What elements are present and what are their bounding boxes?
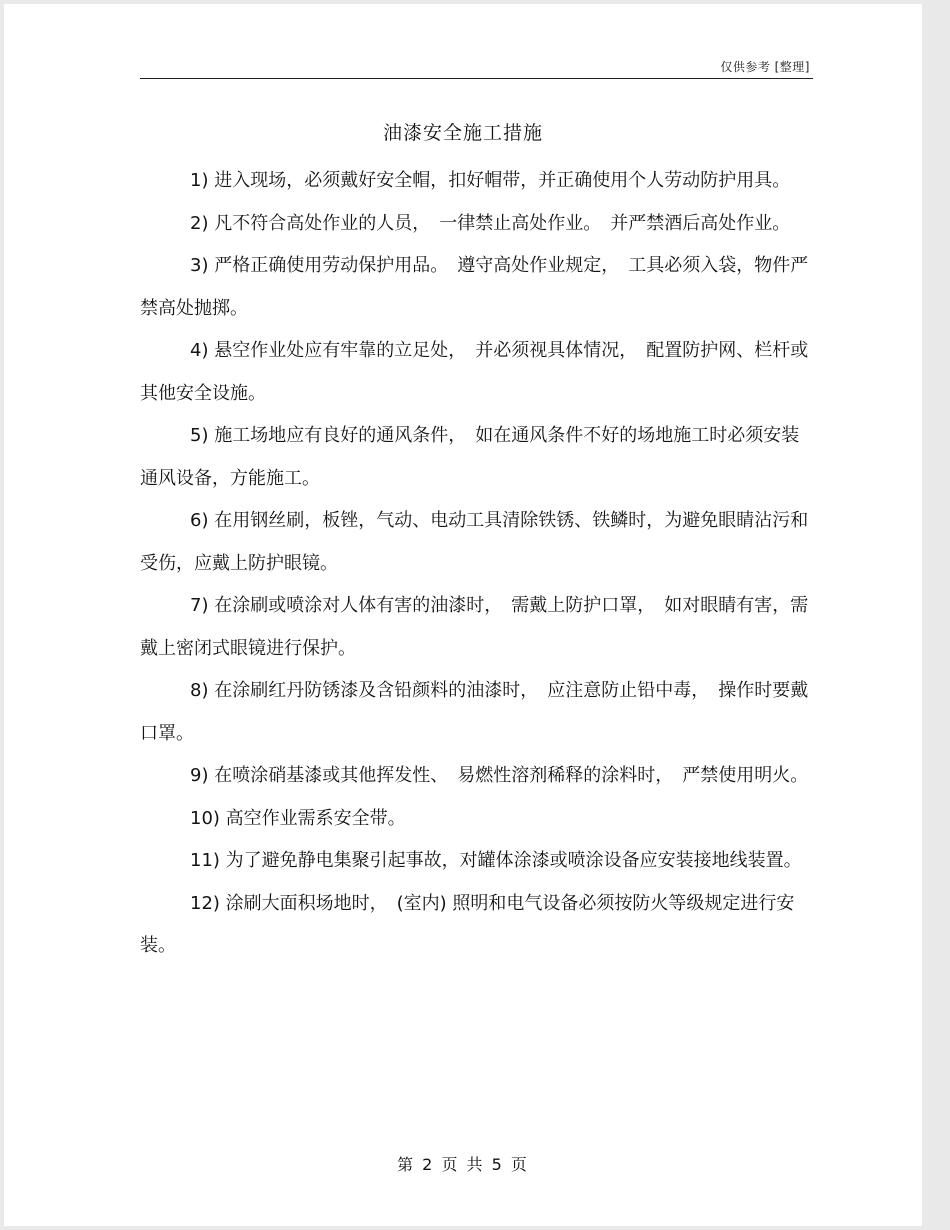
paragraph-2: 2) 凡不符合高处作业的人员， 一律禁止高处作业。 并严禁酒后高处作业。 [190, 212, 791, 234]
paragraph-1: 1) 进入现场，必须戴好安全帽，扣好帽带，并正确使用个人劳动防护用具。 [190, 170, 791, 191]
paragraph-8: 8) 在涂刷红丹防锈漆及含铅颜料的油漆时， 应注意防止铅中毒， 操作时要戴口罩。 [140, 680, 809, 744]
header-divider [140, 78, 813, 79]
paragraph-5: 5) 施工场地应有良好的通风条件， 如在通风条件不好的场地施工时必须安装通风设备，方能施工。 [140, 425, 800, 489]
paragraph-10: 10) 高空作业需系安全带。 [190, 807, 406, 829]
page-number: 第 2 页 共 5 页 [397, 1155, 529, 1174]
paragraph-4: 4) 悬空作业处应有牢靠的立足处， 并必须视具体情况， 配置防护网、栏杆或其他安全设施。 [140, 340, 809, 404]
paragraph-12: 12) 涂刷大面积场地时， (室内) 照明和电气设备必须按防火等级规定进行安装。 [140, 892, 795, 956]
paragraph-7: 7) 在涂刷或喷涂对人体有害的油漆时， 需戴上防护口罩， 如对眼睛有害，需戴上密闭式眼镜进行保护。 [140, 595, 809, 659]
paragraph-11: 11) 为了避免静电集聚引起事故，对罐体涂漆或喷涂设备应安装接地线装置。 [190, 850, 802, 871]
paragraph-9: 9) 在喷涂硝基漆或其他挥发性、 易燃性溶剂稀释的涂料时， 严禁使用明火。 [190, 765, 809, 786]
header-note: 仅供参考 [整理] [720, 60, 810, 74]
document-title: 油漆安全施工措施 [382, 122, 543, 144]
paragraph-3: 3) 严格正确使用劳动保护用品。 遵守高处作业规定， 工具必须入袋，物件严禁高处抛掷。 [140, 255, 809, 319]
document-page [4, 4, 922, 1226]
paragraph-6: 6) 在用钢丝刷，板锉，气动、电动工具清除铁锈、铁鳞时，为避免眼睛沾污和受伤，应戴上防护眼镜。 [140, 510, 809, 574]
document-body [140, 160, 816, 968]
